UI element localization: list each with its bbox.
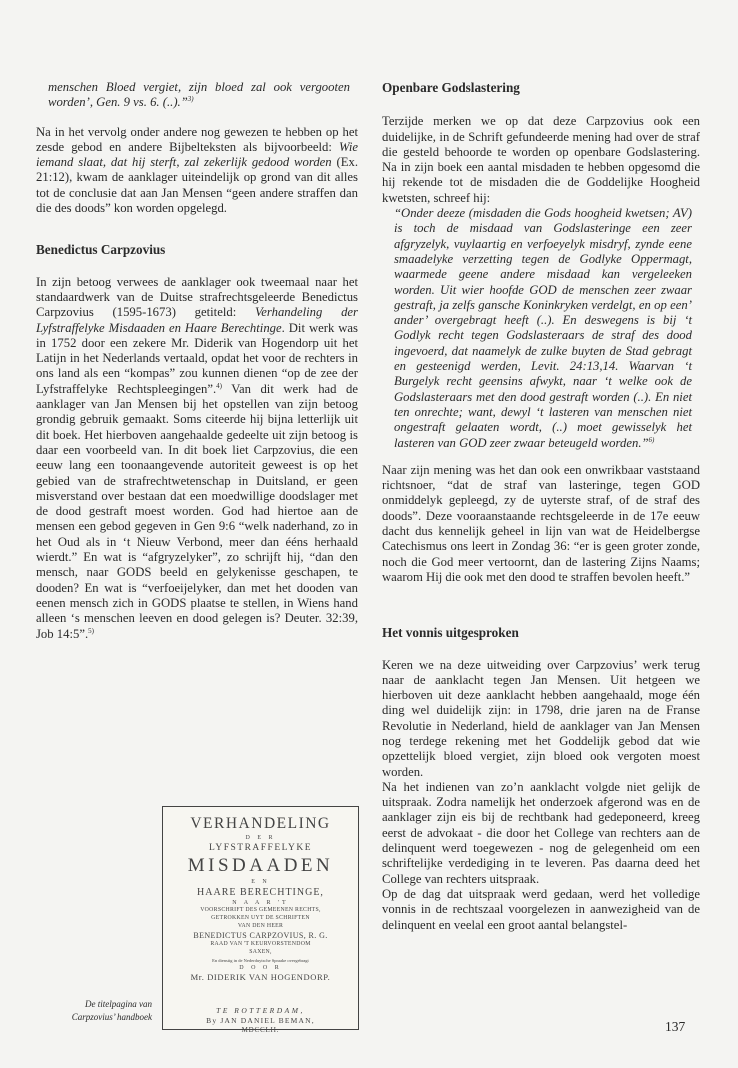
page-number: 137 [665,1019,686,1034]
paragraph: Keren we na deze uitweiding over Carpzovius’ werk terug naar de aanklacht tegen Jan Mensen. Uit hetgeen we hierboven uit deze aanklacht hebben aangehaald, moge één ding wel duidelijk zijn: in 1798, drie jaren na de Franse Revolutie in Nederland, hield de aanklager van Jan Mensen nog terdege rekening met het Goddelijk gebod dat wie opzettelijk bloed vergiet, zijn bloed ook vergoten moest worden. [382,657,700,779]
footnote-ref: 5) [88,626,95,635]
section-heading: Het vonnis uitgesproken [382,625,519,641]
footnote-ref: 4) [216,381,222,390]
left-column [36,80,358,642]
paragraph: Naar zijn mening was het dan ook een onwrikbaar vaststaand richtsnoer, “dat de straf van lasteringe, tegen GOD onmiddelyk gepleegd, zy de uyterste straf, of de straf des doods”. Deze vooraanstaande rechtsgeleerde in de 17e eeuw dacht dus kennelijk geheel in lijn van wat de Heidelbergse Catechismus ons leert in Zondag 36: “er is geen groter zonde, noch die God meer vertoornt, dan de lastering Zijns Naams; waarom Hij die ook met den dood te straffen bevolen heeft.” [382,462,700,584]
paragraph: In zijn betoog verwees de aanklager ook tweemaal naar het standaardwerk van de Duitse strafrechtsgeleerde Benedictus Carpzovius (1595-1673) getiteld: Verhandeling der Lyfstraffelyke Misdaaden en Haare Berechtinge. Dit werk was in 1752 door een zekere Mr. Diderik van Hogendorp uit het Latijn in het Nederlands vertaald, opdat het voor de rechters in ons land als een “kompas” zou kunnen dienen “op de zee der Lyfstraffelyke Rechtspleegingen”.$^{4)}$ Van dit werk had de aanklager van Jan Mensen bij het opstellen van zijn betoog grondig gebruik gemaakt. Soms citeerde hij bijna letterlijk uit dit boek. Het hierboven aangehaalde gedeelte uit zijn betoog is daar een voorbeeld van. In dit boek liet Carpzovius, die een eeuw lang een toonaangevende autoriteit geweest is op het gebied van de strafrechtwetenschap in Duitsland, er geen misverstand over bestaan dat een moedwillige doodslager met de dood gestraft moest worden. God had hiertoe aan de mensen een gebod gegeven in Gen 9:6 “welk naderhand, zo in het Oud als in ‘t Nieuw Verbond, meer dan ééns herhaald wierdt.” En wat is “afgryzelyker”, zo schrijft hij, “dan den mensch, naar GODS beeld en gelykenisse geschapen, te dooden? En wat is “verfoeijelyker, dan met het dooden van eenen mensch zich in GODS plaatse te stellen, in Wiens hand alleen ‘s menschen leeven en dood gelegen is? Deuter. 32:39, Job 14:5”.$^{5)}$ [36,274,358,641]
title-page-image: VERHANDELING D E R LYFSTRAFFELYKE MISDAADEN E N HAARE BERECHTINGE, N A A R 'T VOORSCHRIFT DES GEMEENEN RECHTS, GETROKKEN UYT DE SCHRIFTEN VAN DEN HEER BENEDICTUS CARPZOVIUS, R. G. RAAD VAN 'T KEURVORSTENDOM SAXEN, En dienstig in de Nederduytsche Spraake overgebragt D O O R Mr. DIDERIK VAN HOGENDORP. TE ROTTERDAM, By JAN DANIEL BEMAN, MDCCLII. [162,806,359,1030]
quote-continuation: menschen Bloed vergiet, zijn bloed zal ook vergooten worden’, Gen. 9 vs. 6. (..).”$^{3)}$ [48,80,350,110]
footnote-ref: 3) [187,95,194,104]
paragraph: Na in het vervolg onder andere nog gewezen te hebben op het zesde gebod en andere Bijbelteksten als bijvoorbeeld: Wie iemand slaat, dat hij sterft, zal zekerlijk gedood worden (Ex. 21:12), kwam de aanklager uiteindelijk op grond van dit alles tot de conclusie dat aan Jan Mensen “geen andere straffen dan die des doods” kon worden opgelegd. [36,124,358,216]
right-column [382,80,700,933]
paragraph: Op de dag dat uitspraak werd gedaan, werd het volledige vonnis in de rechtszaal voorgelezen in aanwezigheid van de delinquent en veelal een groot aantal belangstel- [382,886,700,932]
paragraph: Na het indienen van zo’n aanklacht volgde niet gelijk de uitspraak. Zodra namelijk het onderzoek afgerond was en de aanklager zijn eis bij de rechtbank had gedeponeerd, kreeg eerst de advokaat - die door het College van rechters aan de delinquent werd toegewezen - nog de gelegenheid om een schriftelijke verdediging in te leveren. Pas daarna deed het College van rechters uitspraak. [382,779,700,886]
footnote-ref: 6) [648,435,655,444]
section-heading: Benedictus Carpzovius [36,242,166,258]
block-quote: “Onder deeze (misdaden die Gods hoogheid kwetsen; AV) is toch de misdaad van Godslasteringe een zeer afgryzelyk, vuylaartig en verfoeyelyk misdryf, zynde eene smaadelyke verzetting tegen de Godlyke Oppermagt, waarmede geene andere misdaad kan vergeleeken worden. Uit wier hoofde GOD de menschen zeer zwaar gestraft, ja zelfs gansche Koninkryken verdelgt, en op een’ ander’ overgebragt heeft (..). En deswegens is bij ‘t Godlyk recht tegen Godslasteraars de straf des dood ingevoerd, dat naamelyk de zulke buyten de Stad gebragt en gesteenigd werden, Levit. 24:13,14. Waarvan ‘t Burgelyk recht geensins afwykt, naar ‘t welke ook de Godslasteraars met den dood gestraft worden (..). En niet ten onrechte; want, dewyl ‘t lasteren van menschen niet ongestraft gelaaten wordt, (..) moet gewisselyk het lasteren van GOD zeer zwaar beteugeld worden.”$^{6)}$ [394,206,692,450]
section-heading: Openbare Godslastering [382,80,520,95]
figure-caption: De titelpagina van Carpzovius’ handboek [71,999,152,1022]
paragraph: Terzijde merken we op dat deze Carpzovius ook een duidelijke, in de Schrift gefundeerde mening had over de straf die gesteld behoorde te worden op openbare Godslastering. Na in zijn boek een aantal misdaden te hebben opgesomd die hij rekende tot de misdaden die de Goddelijke Hoogheid kwetsten, schreef hij: [382,114,700,205]
